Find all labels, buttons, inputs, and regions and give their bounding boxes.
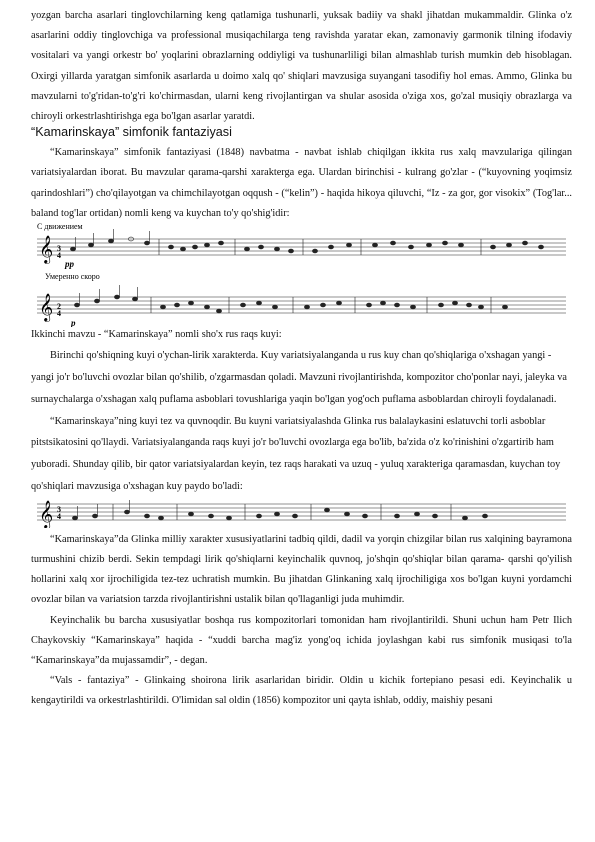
treble-clef-icon: 𝄞 bbox=[39, 295, 54, 322]
svg-text:4: 4 bbox=[57, 251, 61, 261]
tempo-marking: Умеренно скоро bbox=[45, 272, 100, 282]
section-heading: “Kamarinskaya” simfonik fantaziyasi bbox=[31, 125, 232, 140]
paragraph-chaikovsky-quote: Keyinchalik bu barcha xususiyatlar boshqa rus kompozitorlari tomonidan ham rivojlantirildi. Shuni uchun ham Petr Ilich Chaykovskiy “Kamarinskaya” haqida - “xuddi barcha mag'iz yong'oq ichida joylashgan kabi rus simfonik musiqasi to'la “Kamarinskaya”da mujassamdir”, - degan. bbox=[31, 614, 572, 667]
music-score-first-theme bbox=[31, 221, 572, 271]
dynamic-marking: p bbox=[71, 318, 76, 328]
paragraph-kamarinskaya-overview: “Kamarinskaya” simfonik fantaziyasi (1848) navbatma - navbat ishlab chiqilgan ikkita rus xalq mavzulariga qilingan variatsiyalardan iborat. Bu mavzular qarama-qarshi xarakterga ega. Ulardan birinchisi - kulrang go'zlar - (“kuyovning yoqimsiz qarindoshlari”) cho'qilayotgan va chimchilayotgan oqqush - (“kelin”) - haqida hikoya qiluvchi, “Iz - za gor, gor visokix” (Tog'lar... baland tog'lar ortidan) nomli keng va kuychan to'y qo'shig'idir: bbox=[31, 147, 572, 219]
dynamic-marking: pp bbox=[65, 259, 74, 270]
treble-clef-icon: 𝄞 bbox=[39, 501, 54, 528]
tempo-marking: С движением bbox=[37, 222, 83, 232]
paragraph-intro: yozgan barcha asarlari tinglovchilarning keng qatlamiga tushunarli, yuksak badiiy va shakl jihatdan mukammaldir. Glinka o'z asarlarini oddiy tinglovchiga va professional musiqachilarga teng ravishda yaratar ekan, zamonaviy garmonik tilning ifodaviy vositalari va yangi orkestr bo' yoqlarini obrazlarning oddiyligi va tushunarliligi bilan almashlab turish mumkin deb hisoblagan. Oxirgi yillarda yaratgan simfonik asarlarda u doimo xalq qo' shiqlari mavzusiga suyangani tasodifiy hol emas. Ammo, Glinka bu mavzularni to'g'ridan-to'g'ri ko'chirmasdan, ularni keng rivojlantirgan va shular asosida o'ziga xos, go'zal musiqiy obrazlarga va chiroyli orkestrlashtirishga ega bo'lgan asarlar yaratdi. bbox=[31, 10, 572, 123]
svg-text:4: 4 bbox=[57, 511, 61, 521]
document-page bbox=[31, 6, 572, 712]
paragraph-national-character: “Kamarinskaya”da Glinka milliy xarakter xususiyatlarini tadbiq qildi, dadil va yorqin chizgilar bilan rus xalqining bayramona turmushini chizib berdi. Sekin tempdagi lirik qo'shiqlarni keyinchalik quvnoq, jo'shqin qo'shiqlar bilan qarama- qarshi qo'yilish hollarini xalq xor ijrochiligida tez-tez uchratish mumkin. Bu jihatdan Glinkaning xalq ijrochiligiga xos bo'lgan kuyni yordamchi ovozlar bilan va variatsion tarzda rivojlantirishni ustalik bilan qo'llaganligi juda muhimdir. bbox=[31, 533, 572, 606]
music-score-third-theme bbox=[31, 498, 572, 528]
svg-text:4: 4 bbox=[57, 309, 61, 319]
paragraph-first-song: Birinchi qo'shiqning kuyi o'ychan-lirik xarakterda. Kuy variatsiyalanganda u rus kuy chan qo'shiqlariga o'xshagan yangi - yangi jo'r bo'luvchi ovozlar bilan qo'shilib, o'zgarmasdan qoladi. Mavzuni rivojlantirishda, kompozitor cho'ponlar nayi, jaleyka va surnaychalarga o'xshagan xalq puflama asboblari tovushlariga yaqin bo'lgan yog'och puflama asboblardan chiroyli foydalanadi. bbox=[31, 350, 568, 405]
time-signature: 2 bbox=[57, 302, 61, 312]
time-signature: 3 bbox=[57, 504, 61, 514]
paragraph-dance-tune: “Kamarinskaya”ning kuyi tez va quvnoqdir. Bu kuyni variatsiyalashda Glinka rus balalaykasini eslatuvchi torli asboblar pitstsikatosini qo'llaydi. Variatsiyalanganda raqs kuyi jo'r bo'luvchi ovozlarga ega bo'lib, ba'zida o'z ko'rinishini o'zgartirib ham yuboradi. Shunday qilib, bir qator variatsiyalardan keyin, tez raqs harakati va uzuq - yuluq xarakteriga qaramasdan, kuychan toy qo'shiqlari mavzusiga o'xshagan kuy paydo bo'ladi: bbox=[31, 415, 561, 493]
time-signature: 3 bbox=[57, 244, 61, 254]
paragraph-second-theme: Ikkinchi mavzu - “Kamarinskaya” nomli sho'x rus raqs kuyi: bbox=[31, 329, 282, 341]
paragraph-vals-fantaziya: “Vals - fantaziya” - Glinkaing shoirona lirik asarlaridan biridir. Oldin u kichik fortepiano pesasi edi. Keyinchalik u kengaytirildi va orkestrlashtirildi. O'limidan sal oldin (1856) kompozitor uni qayta ishlab, oddiy, maishiy pesani bbox=[31, 675, 572, 707]
treble-clef-icon: 𝄞 bbox=[39, 237, 54, 264]
music-score-second-theme bbox=[31, 271, 572, 327]
